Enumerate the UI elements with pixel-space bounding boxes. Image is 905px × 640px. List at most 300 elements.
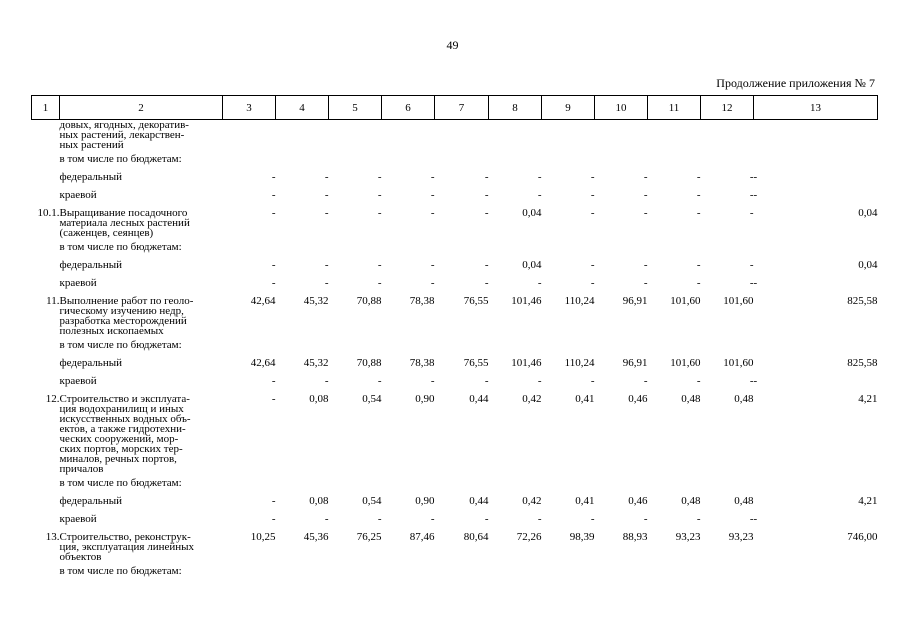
year-value-cell: - <box>430 189 435 201</box>
table-row <box>32 242 878 260</box>
year-value-cell: - <box>377 513 382 525</box>
year-value-cell: - <box>271 495 276 507</box>
year-value-cell <box>382 242 435 260</box>
year-value-cell: - <box>590 171 595 183</box>
year-value-cell <box>276 566 329 584</box>
header-row <box>32 96 878 120</box>
total-value-cell: 4,21 <box>858 393 878 405</box>
year-value-cell: - <box>484 277 489 289</box>
row-index <box>32 172 60 190</box>
year-value-cell <box>542 120 595 151</box>
row-name <box>60 514 223 532</box>
row-name <box>60 120 223 151</box>
year-value-cell: - <box>537 189 542 201</box>
total-value-cell: - <box>753 513 758 525</box>
year-value-cell: - <box>749 277 754 289</box>
year-value-cell: 45,36 <box>303 531 329 543</box>
continuation-label: Продолжение приложения № 7 <box>716 76 875 90</box>
year-value-cell <box>489 340 542 358</box>
row-name <box>60 340 223 358</box>
year-value-cell <box>648 566 701 584</box>
year-value-cell: - <box>430 207 435 219</box>
year-value-cell <box>648 154 701 172</box>
year-value-cell: - <box>590 259 595 271</box>
table-row <box>32 190 878 208</box>
row-index <box>32 478 60 496</box>
row-name <box>60 208 223 238</box>
row-name-line: Строительство, реконструк- <box>59 531 191 543</box>
year-value-cell: 45,32 <box>303 357 329 369</box>
year-value-cell: 0,54 <box>362 495 382 507</box>
total-value-cell <box>754 340 878 358</box>
row-name-line: миналов, речных портов, <box>59 453 177 465</box>
year-value-cell: - <box>696 277 701 289</box>
year-value-cell: 96,91 <box>622 295 648 307</box>
row-index <box>32 358 60 376</box>
total-value-cell: - <box>753 189 758 201</box>
row-name-line: Строительство и эксплуата- <box>59 393 190 405</box>
year-value-cell <box>701 340 754 358</box>
row-name-line: федеральный <box>59 357 122 369</box>
year-value-cell: 110,24 <box>564 295 595 307</box>
total-value-cell: 746,00 <box>847 531 878 543</box>
column-header: 9 <box>542 96 595 120</box>
year-value-cell: - <box>377 171 382 183</box>
year-value-cell <box>701 120 754 151</box>
year-value-cell <box>329 566 382 584</box>
year-value-cell: 101,60 <box>723 357 754 369</box>
row-index <box>32 376 60 394</box>
year-value-cell: 0,44 <box>469 393 489 405</box>
table-row <box>32 496 878 514</box>
year-value-cell: - <box>749 189 754 201</box>
year-value-cell: - <box>484 189 489 201</box>
year-value-cell: 96,91 <box>622 357 648 369</box>
year-value-cell: 0,48 <box>681 393 701 405</box>
year-value-cell: - <box>271 277 276 289</box>
row-name-line: в том числе по бюджетам: <box>59 565 182 577</box>
column-header: 5 <box>329 96 382 120</box>
row-index <box>32 190 60 208</box>
year-value-cell <box>223 478 276 496</box>
year-value-cell <box>595 120 648 151</box>
column-header: 2 <box>60 96 223 120</box>
year-value-cell <box>435 242 489 260</box>
year-value-cell: - <box>377 189 382 201</box>
row-name-line: искусственных водных объ- <box>59 413 191 425</box>
year-value-cell <box>223 566 276 584</box>
year-value-cell: - <box>590 277 595 289</box>
row-index <box>32 242 60 260</box>
year-value-cell: 101,46 <box>511 295 542 307</box>
row-index: 12. <box>45 393 60 405</box>
table-row <box>32 514 878 532</box>
year-value-cell <box>223 154 276 172</box>
column-header: 10 <box>595 96 648 120</box>
year-value-cell: 0,48 <box>681 495 701 507</box>
row-name-line: гическому изучению недр, <box>59 305 184 317</box>
row-name-line: полезных ископаемых <box>59 325 164 337</box>
year-value-cell <box>489 566 542 584</box>
year-value-cell: 0,90 <box>415 393 435 405</box>
column-header: 13 <box>754 96 878 120</box>
row-index <box>32 496 60 514</box>
year-value-cell: 101,60 <box>670 357 701 369</box>
year-value-cell <box>542 154 595 172</box>
table-row <box>32 208 878 238</box>
year-value-cell <box>648 242 701 260</box>
row-name <box>60 566 223 584</box>
year-value-cell <box>329 242 382 260</box>
year-value-cell: - <box>643 277 648 289</box>
year-value-cell: - <box>590 513 595 525</box>
table-row <box>32 120 878 151</box>
year-value-cell: - <box>537 513 542 525</box>
year-value-cell: - <box>377 259 382 271</box>
row-name-line: федеральный <box>59 171 122 183</box>
year-value-cell: 88,93 <box>622 531 648 543</box>
year-value-cell <box>276 120 329 151</box>
year-value-cell: 70,88 <box>356 295 382 307</box>
table-row <box>32 172 878 190</box>
year-value-cell: - <box>696 171 701 183</box>
year-value-cell: - <box>537 277 542 289</box>
row-name <box>60 496 223 514</box>
year-value-cell <box>382 566 435 584</box>
year-value-cell <box>701 566 754 584</box>
year-value-cell: 42,64 <box>250 295 276 307</box>
row-name-line: ектов, а также гидротехни- <box>59 423 186 435</box>
table-row <box>32 296 878 336</box>
year-value-cell <box>223 242 276 260</box>
year-value-cell <box>648 120 701 151</box>
row-name-line: краевой <box>59 189 97 201</box>
year-value-cell <box>329 340 382 358</box>
row-name-line: Выращивание посадочного <box>59 207 188 219</box>
year-value-cell: 78,38 <box>409 357 435 369</box>
year-value-cell: - <box>377 277 382 289</box>
total-value-cell <box>754 566 878 584</box>
row-name-line: ских портов, морских тер- <box>59 443 183 455</box>
year-value-cell: 0,42 <box>522 495 542 507</box>
year-value-cell: 0,08 <box>309 495 329 507</box>
year-value-cell: 0,08 <box>309 393 329 405</box>
year-value-cell: - <box>749 513 754 525</box>
year-value-cell <box>595 242 648 260</box>
column-header: 8 <box>489 96 542 120</box>
year-value-cell <box>648 478 701 496</box>
year-value-cell: - <box>590 375 595 387</box>
row-name <box>60 394 223 474</box>
year-value-cell <box>329 120 382 151</box>
year-value-cell: 76,25 <box>356 531 382 543</box>
year-value-cell <box>489 120 542 151</box>
year-value-cell: 0,48 <box>734 393 754 405</box>
row-index <box>32 340 60 358</box>
year-value-cell: - <box>484 259 489 271</box>
year-value-cell: - <box>749 171 754 183</box>
year-value-cell: - <box>537 375 542 387</box>
year-value-cell: - <box>324 207 329 219</box>
year-value-cell: - <box>749 207 754 219</box>
row-name-line: в том числе по бюджетам: <box>59 153 182 165</box>
row-name <box>60 296 223 336</box>
year-value-cell <box>382 340 435 358</box>
year-value-cell <box>595 154 648 172</box>
year-value-cell: 101,60 <box>670 295 701 307</box>
year-value-cell <box>329 478 382 496</box>
year-value-cell: - <box>271 189 276 201</box>
row-name <box>60 242 223 260</box>
table-row <box>32 358 878 376</box>
year-value-cell <box>701 154 754 172</box>
year-value-cell: - <box>324 171 329 183</box>
year-value-cell <box>435 566 489 584</box>
total-value-cell <box>754 478 878 496</box>
total-value-cell: 0,04 <box>858 207 878 219</box>
row-name-line: ция водохранилищ и иных <box>59 403 184 415</box>
row-name <box>60 478 223 496</box>
year-value-cell <box>435 154 489 172</box>
table-row <box>32 394 878 474</box>
row-name-line: разработка месторождений <box>59 315 187 327</box>
row-index <box>32 566 60 584</box>
row-name-line: федеральный <box>59 259 122 271</box>
year-value-cell: - <box>271 207 276 219</box>
table-row <box>32 340 878 358</box>
table-row <box>32 478 878 496</box>
year-value-cell: - <box>590 189 595 201</box>
row-name-line: краевой <box>59 277 97 289</box>
year-value-cell: - <box>696 259 701 271</box>
year-value-cell <box>382 120 435 151</box>
year-value-cell: 87,46 <box>409 531 435 543</box>
row-name-line: ция, эксплуатация линейных <box>59 541 195 553</box>
year-value-cell <box>223 340 276 358</box>
row-name-line: краевой <box>59 513 97 525</box>
year-value-cell: - <box>271 259 276 271</box>
row-name <box>60 190 223 208</box>
year-value-cell: - <box>749 375 754 387</box>
year-value-cell: - <box>484 207 489 219</box>
year-value-cell: - <box>271 393 276 405</box>
row-index <box>32 514 60 532</box>
total-value-cell: 0,04 <box>858 259 878 271</box>
year-value-cell: - <box>643 259 648 271</box>
row-index <box>32 120 60 151</box>
year-value-cell: - <box>430 375 435 387</box>
year-value-cell: - <box>324 375 329 387</box>
year-value-cell: - <box>430 171 435 183</box>
year-value-cell: - <box>484 171 489 183</box>
year-value-cell <box>542 242 595 260</box>
year-value-cell: 42,64 <box>250 357 276 369</box>
row-name-line: федеральный <box>59 495 122 507</box>
data-table <box>31 95 878 584</box>
year-value-cell <box>595 566 648 584</box>
row-index <box>32 260 60 278</box>
column-header: 7 <box>435 96 489 120</box>
year-value-cell: 0,44 <box>469 495 489 507</box>
year-value-cell: - <box>324 277 329 289</box>
year-value-cell: 0,41 <box>575 495 595 507</box>
year-value-cell: 0,54 <box>362 393 382 405</box>
row-name-line: в том числе по бюджетам: <box>59 477 182 489</box>
year-value-cell: - <box>643 171 648 183</box>
year-value-cell: - <box>590 207 595 219</box>
year-value-cell <box>701 478 754 496</box>
total-value-cell: 825,58 <box>847 357 878 369</box>
total-value-cell: - <box>753 375 758 387</box>
year-value-cell <box>435 340 489 358</box>
year-value-cell <box>276 154 329 172</box>
year-value-cell: - <box>696 375 701 387</box>
year-value-cell: - <box>696 513 701 525</box>
row-name-line: в том числе по бюджетам: <box>59 339 182 351</box>
row-index: 13. <box>45 531 60 543</box>
column-header: 6 <box>382 96 435 120</box>
row-name <box>60 172 223 190</box>
year-value-cell <box>595 340 648 358</box>
total-value-cell: 825,58 <box>847 295 878 307</box>
total-value-cell: - <box>753 171 758 183</box>
row-name-line: краевой <box>59 375 97 387</box>
year-value-cell <box>489 154 542 172</box>
year-value-cell: 72,26 <box>516 531 542 543</box>
year-value-cell <box>276 242 329 260</box>
year-value-cell: 70,88 <box>356 357 382 369</box>
column-header: 1 <box>32 96 60 120</box>
year-value-cell: - <box>324 259 329 271</box>
year-value-cell <box>542 566 595 584</box>
year-value-cell <box>382 154 435 172</box>
year-value-cell: - <box>430 277 435 289</box>
row-name <box>60 260 223 278</box>
total-value-cell <box>754 242 878 260</box>
year-value-cell: - <box>696 189 701 201</box>
year-value-cell <box>542 478 595 496</box>
year-value-cell: 10,25 <box>250 531 276 543</box>
year-value-cell: 78,38 <box>409 295 435 307</box>
year-value-cell: - <box>484 375 489 387</box>
row-index <box>32 278 60 296</box>
row-name <box>60 376 223 394</box>
table-row <box>32 376 878 394</box>
year-value-cell: - <box>749 259 754 271</box>
year-value-cell: 0,41 <box>575 393 595 405</box>
year-value-cell: - <box>643 189 648 201</box>
year-value-cell <box>542 340 595 358</box>
year-value-cell: - <box>430 513 435 525</box>
row-name-line: (саженцев, сеянцев) <box>59 227 154 239</box>
year-value-cell: 0,42 <box>522 393 542 405</box>
year-value-cell: 0,48 <box>734 495 754 507</box>
column-header: 11 <box>648 96 701 120</box>
year-value-cell: - <box>643 207 648 219</box>
year-value-cell: 0,04 <box>522 259 542 271</box>
year-value-cell: 76,55 <box>463 295 489 307</box>
year-value-cell: 0,90 <box>415 495 435 507</box>
year-value-cell <box>329 154 382 172</box>
year-value-cell: - <box>324 189 329 201</box>
column-header: 12 <box>701 96 754 120</box>
year-value-cell: - <box>377 375 382 387</box>
column-header: 4 <box>276 96 329 120</box>
year-value-cell <box>435 478 489 496</box>
row-name-line: ческих сооружений, мор- <box>59 433 179 445</box>
total-value-cell <box>754 154 878 172</box>
total-value-cell <box>754 120 878 151</box>
row-index: 10.1. <box>37 207 60 219</box>
table-row <box>32 260 878 278</box>
row-name-line: в том числе по бюджетам: <box>59 241 182 253</box>
year-value-cell: 93,23 <box>728 531 754 543</box>
year-value-cell: - <box>271 171 276 183</box>
row-name <box>60 358 223 376</box>
table-row <box>32 532 878 562</box>
year-value-cell <box>276 340 329 358</box>
column-header: 3 <box>223 96 276 120</box>
row-name <box>60 278 223 296</box>
row-name-line: ных растений, лекарствен- <box>59 129 185 141</box>
year-value-cell: 93,23 <box>675 531 701 543</box>
year-value-cell <box>435 120 489 151</box>
year-value-cell <box>489 242 542 260</box>
year-value-cell: - <box>271 375 276 387</box>
year-value-cell: 0,04 <box>522 207 542 219</box>
page-number: 49 <box>446 38 459 52</box>
row-index: 11. <box>46 295 60 307</box>
table-row <box>32 278 878 296</box>
row-name <box>60 532 223 562</box>
year-value-cell: 101,46 <box>511 357 542 369</box>
row-index <box>32 154 60 172</box>
year-value-cell: 0,46 <box>628 393 648 405</box>
year-value-cell <box>382 478 435 496</box>
year-value-cell <box>595 478 648 496</box>
year-value-cell: - <box>430 259 435 271</box>
row-name-line: объектов <box>59 551 102 563</box>
year-value-cell: 0,46 <box>628 495 648 507</box>
year-value-cell: - <box>377 207 382 219</box>
year-value-cell <box>701 242 754 260</box>
year-value-cell: 80,64 <box>463 531 489 543</box>
year-value-cell: 101,60 <box>723 295 754 307</box>
row-name-line: довых, ягодных, декоратив- <box>59 119 189 131</box>
row-name-line: ных растений <box>59 139 124 151</box>
year-value-cell: 45,32 <box>303 295 329 307</box>
row-name-line: материала лесных растений <box>59 217 190 229</box>
table-row <box>32 154 878 172</box>
total-value-cell: - <box>753 277 758 289</box>
table-row <box>32 566 878 584</box>
year-value-cell: - <box>484 513 489 525</box>
year-value-cell <box>276 478 329 496</box>
year-value-cell <box>223 120 276 151</box>
total-value-cell: 4,21 <box>858 495 878 507</box>
row-name-line: Выполнение работ по геоло- <box>59 295 194 307</box>
table-body <box>32 120 878 585</box>
year-value-cell <box>489 478 542 496</box>
year-value-cell: - <box>643 375 648 387</box>
year-value-cell <box>648 340 701 358</box>
row-name <box>60 154 223 172</box>
year-value-cell: - <box>537 171 542 183</box>
year-value-cell: 76,55 <box>463 357 489 369</box>
year-value-cell: 110,24 <box>564 357 595 369</box>
year-value-cell: - <box>324 513 329 525</box>
year-value-cell: 98,39 <box>569 531 595 543</box>
